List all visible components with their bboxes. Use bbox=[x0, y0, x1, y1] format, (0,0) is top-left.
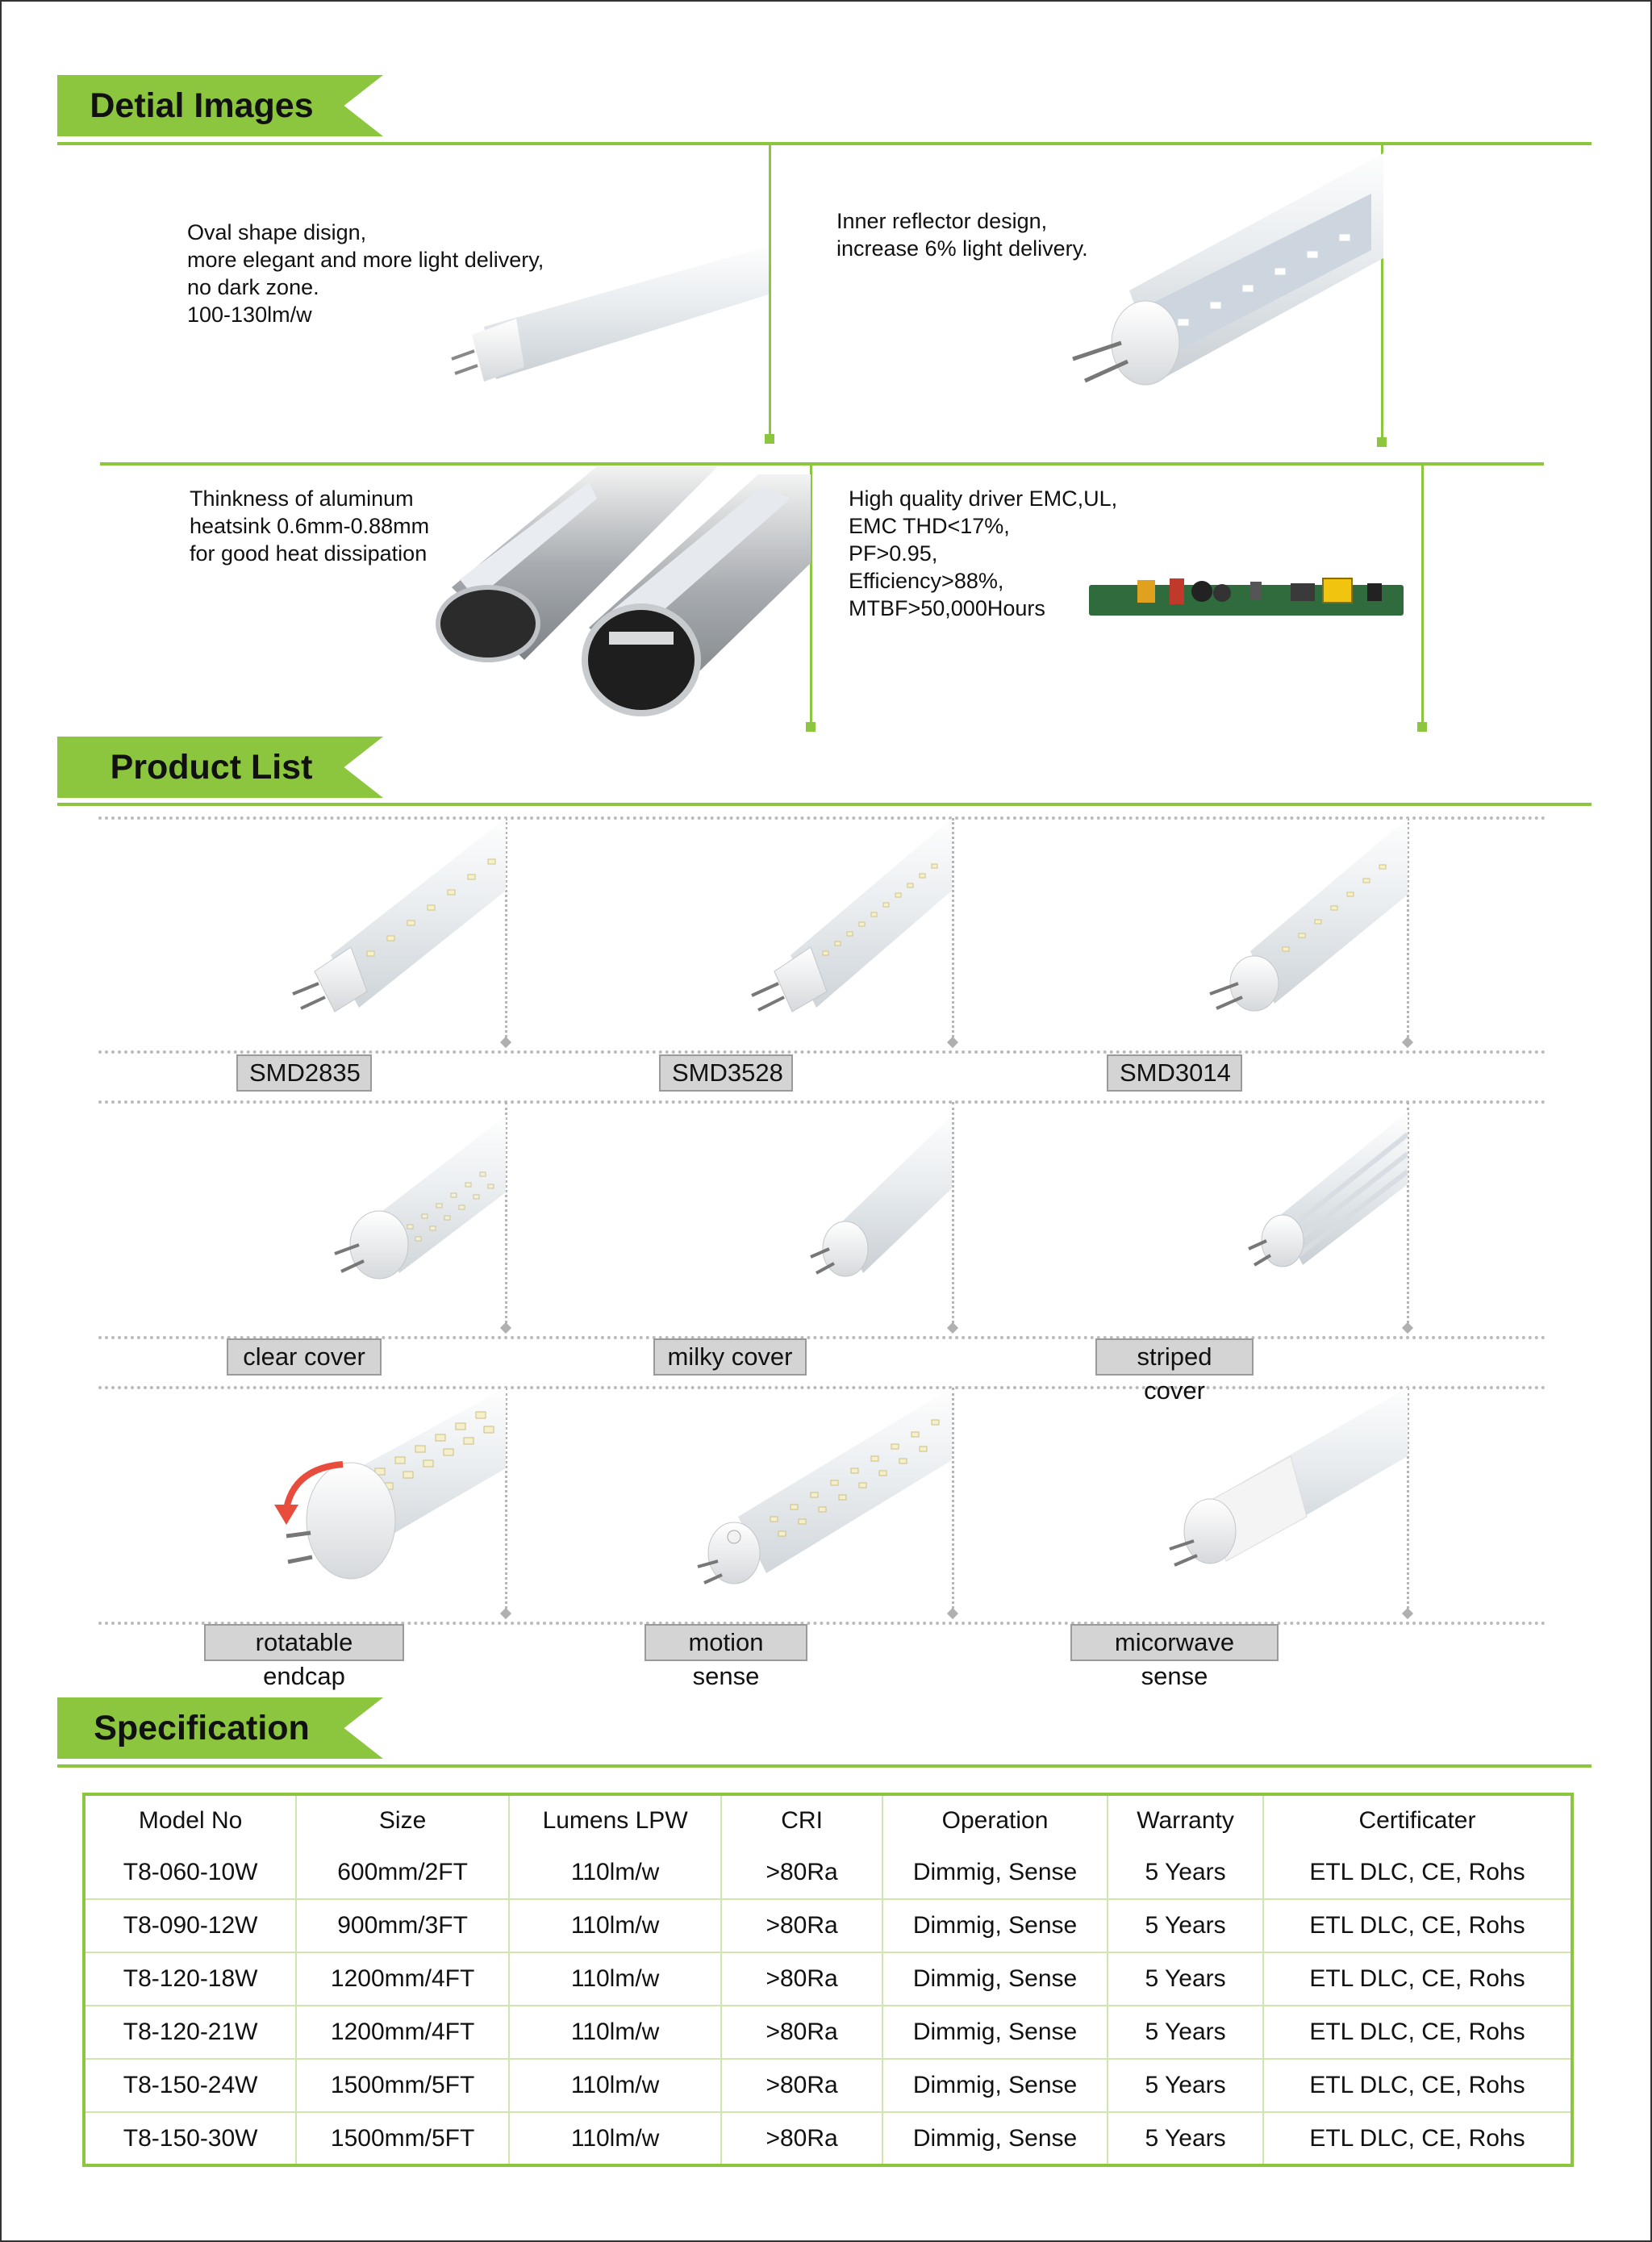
aluminum-heatsink-image bbox=[436, 466, 811, 716]
inner-reflector-tube-image bbox=[1057, 145, 1383, 411]
cell-cri: >80Ra bbox=[721, 2059, 882, 2112]
cell-certificater: ETL DLC, CE, Rohs bbox=[1263, 2059, 1572, 2112]
milky-cover-tube-image bbox=[807, 1104, 952, 1315]
specification-table bbox=[82, 1793, 1574, 2167]
header-cri: CRI bbox=[721, 1794, 882, 1846]
table-header-row bbox=[84, 1794, 1572, 1846]
detail-images-header bbox=[57, 75, 383, 136]
divider-marker bbox=[500, 1322, 511, 1334]
divider-dot bbox=[1377, 437, 1387, 447]
cell-model: T8-060-10W bbox=[84, 1846, 296, 1899]
cell-warranty: 5 Years bbox=[1108, 1899, 1263, 1952]
microwave-sense-tube-image bbox=[1145, 1388, 1408, 1599]
motion-sense-tube-image bbox=[690, 1388, 952, 1599]
cell-warranty: 5 Years bbox=[1108, 1952, 1263, 2006]
product-label-smd3528: SMD3528 bbox=[659, 1054, 793, 1092]
header-model-no: Model No bbox=[84, 1794, 296, 1846]
cell-certificater: ETL DLC, CE, Rohs bbox=[1263, 2112, 1572, 2165]
divider-marker bbox=[1402, 1322, 1413, 1334]
cell-size: 1200mm/4FT bbox=[296, 1952, 509, 2006]
detail-text-inner-reflector: Inner reflector design, increase 6% light delivery. bbox=[836, 209, 1088, 261]
cell-model: T8-150-24W bbox=[84, 2059, 296, 2112]
table-row bbox=[84, 2112, 1572, 2165]
cell-size: 1500mm/5FT bbox=[296, 2112, 509, 2165]
product-label-motion-sense: motion sense bbox=[645, 1624, 807, 1661]
divider-marker bbox=[947, 1037, 958, 1048]
specification-title: Specification bbox=[94, 1709, 310, 1747]
product-label-smd2835: SMD2835 bbox=[236, 1054, 372, 1092]
cell-cri: >80Ra bbox=[721, 2112, 882, 2165]
smd3528-tube-image bbox=[742, 818, 952, 1028]
product-label-rotatable-endcap: rotatable endcap bbox=[204, 1624, 404, 1661]
cell-size: 900mm/3FT bbox=[296, 1899, 509, 1952]
table-row bbox=[84, 2006, 1572, 2059]
cell-cri: >80Ra bbox=[721, 1899, 882, 1952]
product-list-title: Product List bbox=[110, 748, 313, 787]
product-label-striped-cover: striped cover bbox=[1095, 1338, 1254, 1376]
cell-certificater: ETL DLC, CE, Rohs bbox=[1263, 1952, 1572, 2006]
cell-lumens: 110lm/w bbox=[509, 1952, 721, 2006]
cell-size: 1200mm/4FT bbox=[296, 2006, 509, 2059]
cell-operation: Dimmig, Sense bbox=[882, 2112, 1108, 2165]
cell-cri: >80Ra bbox=[721, 1846, 882, 1899]
detail-text-oval-shape: Oval shape disign, more elegant and more light delivery, no dark zone. 100-130lm/w bbox=[187, 220, 544, 327]
product-label-milky-cover: milky cover bbox=[653, 1338, 807, 1376]
table-row bbox=[84, 1899, 1572, 1952]
specification-rule bbox=[57, 1764, 1592, 1768]
cell-operation: Dimmig, Sense bbox=[882, 1952, 1108, 2006]
cell-size: 1500mm/5FT bbox=[296, 2059, 509, 2112]
product-list-header bbox=[57, 737, 383, 798]
cell-cri: >80Ra bbox=[721, 2006, 882, 2059]
cell-model: T8-120-18W bbox=[84, 1952, 296, 2006]
cell-warranty: 5 Years bbox=[1108, 1846, 1263, 1899]
cell-lumens: 110lm/w bbox=[509, 2006, 721, 2059]
divider-line bbox=[1421, 462, 1424, 726]
cell-operation: Dimmig, Sense bbox=[882, 2006, 1108, 2059]
divider-marker bbox=[947, 1322, 958, 1334]
cell-model: T8-120-21W bbox=[84, 2006, 296, 2059]
dotted-divider bbox=[952, 818, 954, 1042]
cell-certificater: ETL DLC, CE, Rohs bbox=[1263, 1899, 1572, 1952]
cell-operation: Dimmig, Sense bbox=[882, 1899, 1108, 1952]
specification-header bbox=[57, 1697, 383, 1759]
divider-dot bbox=[806, 722, 816, 732]
cell-operation: Dimmig, Sense bbox=[882, 1846, 1108, 1899]
smd2835-tube-image bbox=[286, 818, 506, 1028]
detail-text-driver: High quality driver EMC,UL, EMC THD<17%, PF>0.95, Efficiency>88%, MTBF>50,000Hours bbox=[849, 486, 1118, 620]
detail-images-title: Detial Images bbox=[90, 86, 314, 125]
smd3014-tube-image bbox=[1194, 818, 1408, 1028]
divider-marker bbox=[500, 1037, 511, 1048]
dotted-divider bbox=[952, 1388, 954, 1614]
rotatable-endcap-tube-image bbox=[270, 1388, 506, 1599]
cell-lumens: 110lm/w bbox=[509, 1846, 721, 1899]
product-label-clear-cover: clear cover bbox=[227, 1338, 382, 1376]
driver-pcb-image bbox=[1089, 577, 1404, 621]
product-label-microwave-sense: micorwave sense bbox=[1070, 1624, 1279, 1661]
cell-warranty: 5 Years bbox=[1108, 2059, 1263, 2112]
divider-marker bbox=[1402, 1037, 1413, 1048]
striped-cover-tube-image bbox=[1246, 1104, 1408, 1315]
cell-model: T8-150-30W bbox=[84, 2112, 296, 2165]
cell-lumens: 110lm/w bbox=[509, 2112, 721, 2165]
cell-certificater: ETL DLC, CE, Rohs bbox=[1263, 2006, 1572, 2059]
table-row bbox=[84, 1952, 1572, 2006]
oval-shape-tube-image bbox=[436, 238, 769, 387]
detail-mid-rule bbox=[100, 462, 1544, 466]
divider-dot bbox=[765, 434, 774, 444]
divider-marker bbox=[500, 1608, 511, 1619]
dotted-separator bbox=[98, 1050, 1546, 1054]
product-label-smd3014: SMD3014 bbox=[1107, 1054, 1242, 1092]
cell-certificater: ETL DLC, CE, Rohs bbox=[1263, 1846, 1572, 1899]
divider-marker bbox=[1402, 1608, 1413, 1619]
cell-warranty: 5 Years bbox=[1108, 2112, 1263, 2165]
cell-warranty: 5 Years bbox=[1108, 2006, 1263, 2059]
divider-line bbox=[769, 142, 771, 438]
cell-size: 600mm/2FT bbox=[296, 1846, 509, 1899]
header-lumens: Lumens LPW bbox=[509, 1794, 721, 1846]
header-warranty: Warranty bbox=[1108, 1794, 1263, 1846]
product-list-rule bbox=[57, 803, 1592, 806]
header-certificater: Certificater bbox=[1263, 1794, 1572, 1846]
cell-model: T8-090-12W bbox=[84, 1899, 296, 1952]
header-operation: Operation bbox=[882, 1794, 1108, 1846]
header-size: Size bbox=[296, 1794, 509, 1846]
dotted-divider bbox=[952, 1102, 954, 1328]
cell-lumens: 110lm/w bbox=[509, 2059, 721, 2112]
table-row bbox=[84, 1846, 1572, 1899]
detail-text-aluminum-heatsink: Thinkness of aluminum heatsink 0.6mm-0.88mm for good heat dissipation bbox=[190, 486, 430, 566]
cell-cri: >80Ra bbox=[721, 1952, 882, 2006]
divider-marker bbox=[947, 1608, 958, 1619]
cell-lumens: 110lm/w bbox=[509, 1899, 721, 1952]
cell-operation: Dimmig, Sense bbox=[882, 2059, 1108, 2112]
table-row bbox=[84, 2059, 1572, 2112]
divider-dot bbox=[1417, 722, 1427, 732]
clear-cover-tube-image bbox=[327, 1104, 506, 1315]
